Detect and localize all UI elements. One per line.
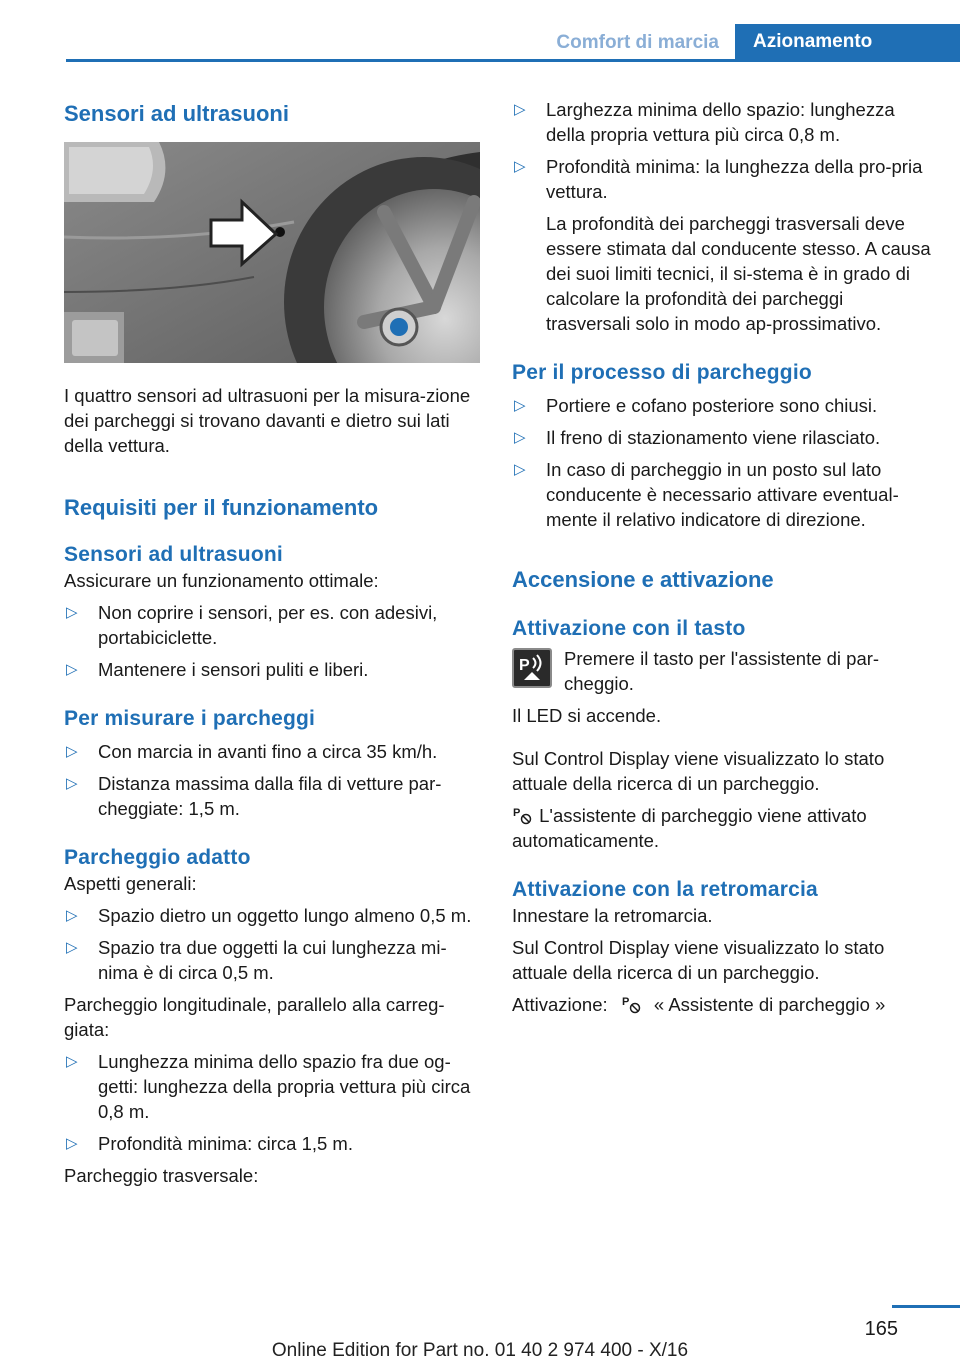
svg-text:P: P [519,657,530,674]
subsection-title-suitable: Parcheggio adatto [64,846,251,869]
activation-menu: « Assistente di parcheggio » [653,994,886,1015]
list-item: ▷ Con marcia in avanti fino a circa 35 km/h. [66,741,438,762]
led-text: Il LED si accende. [512,705,662,726]
transverse-note: La profondità dei parcheggi trasversali deve essere stimata dal conducente stesso. A causa dei suoi limiti tecnici, il si-stema è in grado di calcolare la profondità dei parcheggi trasversali solo in modo ap-prossimativo. [546,213,931,334]
header-chapter-tab: Azionamento [735,24,960,62]
parking-assistant-symbol-icon [512,804,534,826]
display-text-2: Sul Control Display viene visualizzato lo stato attuale della ricerca di un parcheggio. [512,937,885,983]
left-column [64,100,482,1188]
bullet-icon: ▷ [514,101,526,118]
list-item: ▷ Larghezza minima dello spazio: lunghezza della propria vettura più circa 0,8 m. [514,99,895,145]
longitudinal-list [64,1049,482,1156]
list-item: ▷ Distanza massima dalla fila di vetture par-cheggiate: 1,5 m. [66,773,442,819]
footer-rule [892,1305,960,1308]
section-title-sensors: Sensori ad ultrasuoni [64,101,289,126]
button-text: Premere il tasto per l'assistente di par-cheggio. [564,648,880,694]
transverse-intro: Parcheggio trasversale: [64,1165,259,1186]
list-item: ▷ Spazio tra due oggetti la cui lunghezza mi-nima è di circa 0,5 m. [66,937,447,983]
list-item: ▷ Profondità minima: la lunghezza della pro-pria vettura. [514,156,923,202]
subsection-title-reverse: Attivazione con la retromarcia [512,878,818,901]
list-item: ▷ Mantenere i sensori puliti e liberi. [66,659,369,680]
sensors-list [64,600,482,682]
svg-text:P: P [513,807,521,819]
photo-caption: I quattro sensori ad ultrasuoni per la misura-zione dei parcheggi si trovano davanti e dietro sui lati della vettura. [64,385,471,456]
bullet-icon: ▷ [66,907,78,924]
list-item: ▷ Il freno di stazionamento viene rilasciato. [514,427,881,448]
process-list [512,393,932,532]
reverse-text: Innestare la retromarcia. [512,905,713,926]
suitable-list [64,903,482,985]
parking-assistant-symbol-icon [621,993,643,1015]
header-section-tab: Comfort di marcia [556,32,719,53]
button-instruction [512,646,932,696]
auto-activation [512,803,932,853]
bullet-icon: ▷ [66,939,78,956]
parking-assistant-button-icon [512,648,552,688]
bullet-icon: ▷ [66,775,78,792]
auto-text: L'assistente di parcheggio viene attivato automaticamente. [512,805,867,851]
bullet-icon: ▷ [66,661,78,678]
list-item: ▷ Non coprire i sensori, per es. con adesivi, portabiciclette. [66,602,438,648]
sensor-photo [64,142,480,363]
list-item: ▷ Spazio dietro un oggetto lungo almeno 0,5 m. [66,905,472,926]
display-text-1: Sul Control Display viene visualizzato lo stato attuale della ricerca di un parcheggio. [512,748,885,794]
header-rule [66,59,960,62]
longitudinal-intro: Parcheggio longitudinale, parallelo alla carreg-giata: [64,994,445,1040]
sensors-intro: Assicurare un funzionamento ottimale: [64,570,379,591]
activation-path [512,992,932,1017]
subsection-title-measure: Per misurare i parcheggi [64,707,316,730]
measure-list [64,739,482,821]
list-item: ▷ In caso di parcheggio in un posto sul lato conducente è necessario attivare eventual-mente il relativo indicatore di direzione. [514,459,899,530]
bullet-icon: ▷ [66,743,78,760]
bullet-icon: ▷ [66,604,78,621]
bullet-icon: ▷ [66,1053,78,1070]
bullet-icon: ▷ [514,158,526,175]
list-item: ▷ Portiere e cofano posteriore sono chiusi. [514,395,878,416]
bullet-icon: ▷ [514,397,526,414]
list-item: ▷ Profondità minima: circa 1,5 m. [66,1133,353,1154]
page-header [66,24,960,62]
subsection-title-sensors: Sensori ad ultrasuoni [64,543,283,566]
right-column [512,100,932,1017]
transverse-list [512,97,932,204]
page-number: 165 [864,1318,898,1340]
bullet-icon: ▷ [66,1135,78,1152]
suitable-intro: Aspetti generali: [64,873,197,894]
bullet-icon: ▷ [514,429,526,446]
section-title-requirements: Requisiti per il funzionamento [64,495,379,520]
section-title-activation: Accensione e attivazione [512,567,774,592]
subsection-title-process: Per il processo di parcheggio [512,361,812,384]
subsection-title-button: Attivazione con il tasto [512,617,746,640]
svg-text:P: P [621,996,630,1008]
activation-label: Attivazione: [512,994,608,1015]
bullet-icon: ▷ [514,461,526,478]
list-item: ▷ Lunghezza minima dello spazio fra due og-getti: lunghezza della propria vettura più circa 0,8 m. [66,1051,471,1122]
edition-note: Online Edition for Part no. 01 40 2 974 400 - X/16 [271,1340,689,1361]
